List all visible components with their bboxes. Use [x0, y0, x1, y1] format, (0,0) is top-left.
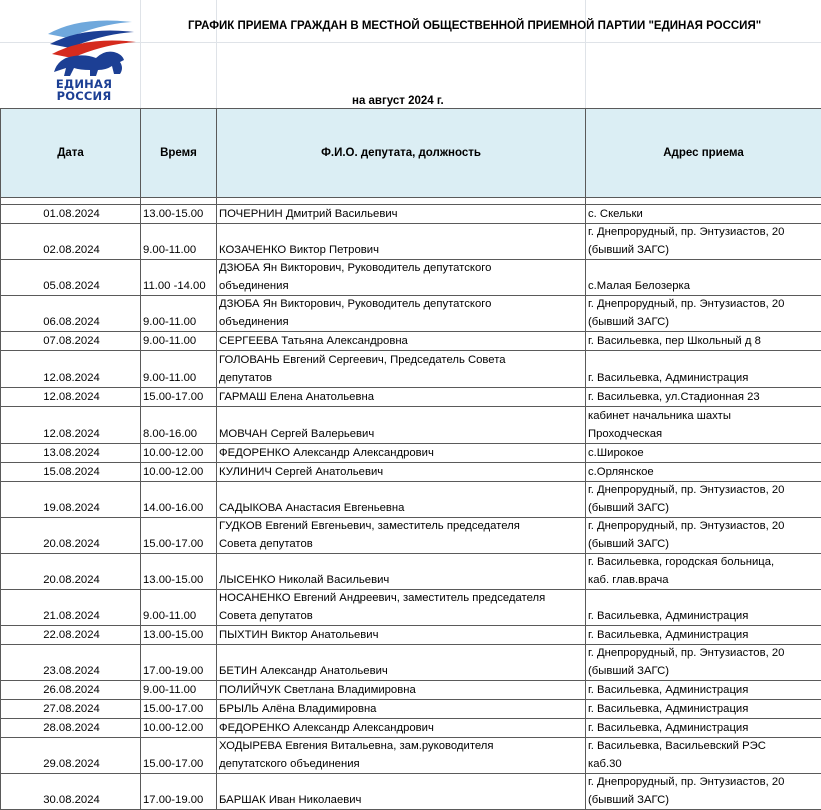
time-cell: 9.00-11.00 [141, 681, 217, 700]
address-line: г. Васильевка, Администрация [588, 370, 821, 388]
table-row [1, 332, 821, 351]
time-cell: 15.00-17.00 [141, 518, 217, 554]
address-line: г. Васильевка, Васильевский РЭС [588, 738, 821, 756]
address-cell [586, 518, 821, 554]
name-cell [217, 463, 586, 482]
name-line: СЕРГЕЕВА Татьяна Александровна [219, 333, 585, 351]
logo-line-1: ЕДИНАЯ [40, 78, 128, 90]
date-cell: 27.08.2024 [1, 700, 141, 719]
name-line: Совета депутатов [219, 608, 585, 626]
table-row [1, 388, 821, 407]
date-cell: 22.08.2024 [1, 626, 141, 645]
table-row [1, 407, 821, 444]
address-line: г. Васильевка, Администрация [588, 627, 821, 645]
time-cell: 8.00-16.00 [141, 407, 217, 444]
address-line: г. Васильевка, Администрация [588, 682, 821, 700]
header-name: Ф.И.О. депутата, должность [217, 109, 586, 198]
table-row [1, 351, 821, 388]
logo-text [40, 78, 128, 102]
address-cell [586, 205, 821, 224]
table-row [1, 463, 821, 482]
name-line: КОЗАЧЕНКО Виктор Петрович [219, 242, 585, 260]
table-row [1, 700, 821, 719]
name-cell [217, 444, 586, 463]
address-cell [586, 332, 821, 351]
address-line: кабинет начальника шахты [588, 408, 821, 426]
document-subtitle: на август 2024 г. [352, 95, 444, 107]
address-line: г. Васильевка, пер Школьный д 8 [588, 333, 821, 351]
date-cell: 02.08.2024 [1, 224, 141, 260]
address-cell [586, 388, 821, 407]
grid-line [585, 0, 586, 108]
address-line: (бывший ЗАГС) [588, 536, 821, 554]
date-cell: 29.08.2024 [1, 738, 141, 774]
address-line: г. Васильевка, Администрация [588, 701, 821, 719]
schedule-table [0, 108, 821, 810]
address-line: г. Днепрорудный, пр. Энтузиастов, 20 [588, 774, 821, 792]
name-cell [217, 774, 586, 810]
date-cell: 20.08.2024 [1, 554, 141, 590]
table-row [1, 482, 821, 518]
header-row [1, 109, 821, 198]
name-line: ДЗЮБА Ян Викторович, Руководитель депутатского [219, 296, 585, 314]
spacer-row [1, 198, 821, 205]
name-cell [217, 645, 586, 681]
name-line: ЛЫСЕНКО Николай Васильевич [219, 572, 585, 590]
time-cell: 10.00-12.00 [141, 719, 217, 738]
address-cell [586, 482, 821, 518]
address-line: Проходческая [588, 426, 821, 444]
table-row [1, 518, 821, 554]
table-row [1, 444, 821, 463]
table-row [1, 205, 821, 224]
address-cell [586, 774, 821, 810]
name-line: ГОЛОВАНЬ Евгений Сергеевич, Председатель Совета [219, 352, 585, 370]
name-cell [217, 407, 586, 444]
date-cell: 20.08.2024 [1, 518, 141, 554]
address-line: с.Орлянское [588, 464, 821, 482]
time-cell: 17.00-19.00 [141, 645, 217, 681]
address-line: (бывший ЗАГС) [588, 500, 821, 518]
name-line: БРЫЛЬ Алёна Владимировна [219, 701, 585, 719]
header-address: Адрес приема [586, 109, 821, 198]
address-cell [586, 351, 821, 388]
address-line: с.Малая Белозерка [588, 278, 821, 296]
table-row [1, 774, 821, 810]
name-cell [217, 590, 586, 626]
grid-line [216, 0, 217, 108]
address-line: каб. глав.врача [588, 572, 821, 590]
name-line: ФЕДОРЕНКО Александр Александрович [219, 445, 585, 463]
address-cell [586, 260, 821, 296]
time-cell: 15.00-17.00 [141, 388, 217, 407]
name-cell [217, 554, 586, 590]
table-row [1, 645, 821, 681]
logo-line-2: РОССИЯ [40, 90, 128, 102]
address-line: г. Васильевка, ул.Стадионная 23 [588, 389, 821, 407]
table-row [1, 738, 821, 774]
name-line: ПЫХТИН Виктор Анатольевич [219, 627, 585, 645]
name-line: ГАРМАШ Елена Анатольевна [219, 389, 585, 407]
address-cell [586, 554, 821, 590]
address-line: каб.30 [588, 756, 821, 774]
time-cell: 10.00-12.00 [141, 463, 217, 482]
document-title: ГРАФИК ПРИЕМА ГРАЖДАН В МЕСТНОЙ ОБЩЕСТВЕННОЙ ПРИЕМНОЙ ПАРТИИ "ЕДИНАЯ РОССИЯ" [188, 20, 761, 32]
date-cell: 07.08.2024 [1, 332, 141, 351]
time-cell: 11.00 -14.00 [141, 260, 217, 296]
time-cell: 9.00-11.00 [141, 351, 217, 388]
table-row [1, 296, 821, 332]
name-line: ДЗЮБА Ян Викторович, Руководитель депутатского [219, 260, 585, 278]
address-cell [586, 719, 821, 738]
name-line: БЕТИН Александр Анатольевич [219, 663, 585, 681]
table-row [1, 260, 821, 296]
date-cell: 13.08.2024 [1, 444, 141, 463]
name-line: БАРШАК Иван Николаевич [219, 792, 585, 810]
name-cell [217, 388, 586, 407]
name-line: ХОДЫРЕВА Евгения Витальевна, зам.руководителя [219, 738, 585, 756]
name-line: НОСАНЕНКО Евгений Андреевич, заместитель председателя [219, 590, 585, 608]
address-cell [586, 738, 821, 774]
date-cell: 06.08.2024 [1, 296, 141, 332]
name-line: Совета депутатов [219, 536, 585, 554]
time-cell: 15.00-17.00 [141, 700, 217, 719]
table-row [1, 590, 821, 626]
name-line: ПОЧЕРНИН Дмитрий Васильевич [219, 206, 585, 224]
date-cell: 12.08.2024 [1, 351, 141, 388]
time-cell: 17.00-19.00 [141, 774, 217, 810]
time-cell: 15.00-17.00 [141, 738, 217, 774]
address-line: г. Днепрорудный, пр. Энтузиастов, 20 [588, 518, 821, 536]
address-line: (бывший ЗАГС) [588, 663, 821, 681]
address-line: г. Днепрорудный, пр. Энтузиастов, 20 [588, 482, 821, 500]
date-cell: 30.08.2024 [1, 774, 141, 810]
name-cell [217, 260, 586, 296]
address-cell [586, 444, 821, 463]
time-cell: 9.00-11.00 [141, 224, 217, 260]
address-cell [586, 296, 821, 332]
name-cell [217, 224, 586, 260]
date-cell: 19.08.2024 [1, 482, 141, 518]
name-line [219, 646, 585, 663]
time-cell: 9.00-11.00 [141, 296, 217, 332]
spacer-cell [1, 198, 141, 205]
date-cell: 05.08.2024 [1, 260, 141, 296]
name-cell [217, 700, 586, 719]
table-row [1, 554, 821, 590]
name-line [219, 225, 585, 242]
address-cell [586, 463, 821, 482]
grid-line [140, 0, 141, 108]
name-cell [217, 332, 586, 351]
time-cell: 13.00-15.00 [141, 554, 217, 590]
time-cell: 10.00-12.00 [141, 444, 217, 463]
address-line: г. Васильевка, Администрация [588, 608, 821, 626]
header-date: Дата [1, 109, 141, 198]
date-cell: 26.08.2024 [1, 681, 141, 700]
name-line [219, 483, 585, 500]
name-line: КУЛИНИЧ Сергей Анатольевич [219, 464, 585, 482]
name-line [219, 555, 585, 572]
name-line: ПОЛИЙЧУК Светлана Владимировна [219, 682, 585, 700]
table-row [1, 626, 821, 645]
name-cell [217, 738, 586, 774]
name-line: САДЫКОВА Анастасия Евгеньевна [219, 500, 585, 518]
address-line: г. Днепрорудный, пр. Энтузиастов, 20 [588, 224, 821, 242]
address-cell [586, 681, 821, 700]
name-line: объединения [219, 314, 585, 332]
name-cell [217, 719, 586, 738]
time-cell: 13.00-15.00 [141, 626, 217, 645]
address-line: с. Скельки [588, 206, 821, 224]
name-cell [217, 482, 586, 518]
date-cell: 21.08.2024 [1, 590, 141, 626]
table-row [1, 224, 821, 260]
date-cell: 15.08.2024 [1, 463, 141, 482]
name-cell [217, 518, 586, 554]
date-cell: 28.08.2024 [1, 719, 141, 738]
name-cell [217, 205, 586, 224]
spacer-cell [217, 198, 586, 205]
time-cell: 9.00-11.00 [141, 590, 217, 626]
time-cell: 14.00-16.00 [141, 482, 217, 518]
address-line: г. Васильевка, городская больница, [588, 554, 821, 572]
address-cell [586, 590, 821, 626]
address-line: г. Васильевка, Администрация [588, 720, 821, 738]
name-line: ФЕДОРЕНКО Александр Александрович [219, 720, 585, 738]
name-cell [217, 681, 586, 700]
name-line: объединения [219, 278, 585, 296]
table-row [1, 719, 821, 738]
name-line [219, 775, 585, 792]
address-line: (бывший ЗАГС) [588, 792, 821, 810]
date-cell: 23.08.2024 [1, 645, 141, 681]
name-line: МОВЧАН Сергей Валерьевич [219, 426, 585, 444]
table-row [1, 681, 821, 700]
address-line: с.Широкое [588, 445, 821, 463]
address-cell [586, 700, 821, 719]
header-time: Время [141, 109, 217, 198]
address-cell [586, 645, 821, 681]
address-cell [586, 224, 821, 260]
address-line: г. Днепрорудный, пр. Энтузиастов, 20 [588, 296, 821, 314]
spacer-cell [586, 198, 821, 205]
spacer-cell [141, 198, 217, 205]
name-cell [217, 296, 586, 332]
date-cell: 12.08.2024 [1, 407, 141, 444]
name-line [219, 409, 585, 426]
name-line: депутатского объединения [219, 756, 585, 774]
address-cell [586, 407, 821, 444]
address-line: г. Днепрорудный, пр. Энтузиастов, 20 [588, 645, 821, 663]
time-cell: 9.00-11.00 [141, 332, 217, 351]
address-cell [586, 626, 821, 645]
address-line: (бывший ЗАГС) [588, 314, 821, 332]
date-cell: 12.08.2024 [1, 388, 141, 407]
time-cell: 13.00-15.00 [141, 205, 217, 224]
date-cell: 01.08.2024 [1, 205, 141, 224]
name-cell [217, 351, 586, 388]
name-line: ГУДКОВ Евгений Евгеньевич, заместитель председателя [219, 518, 585, 536]
address-line: (бывший ЗАГС) [588, 242, 821, 260]
name-cell [217, 626, 586, 645]
name-line: депутатов [219, 370, 585, 388]
